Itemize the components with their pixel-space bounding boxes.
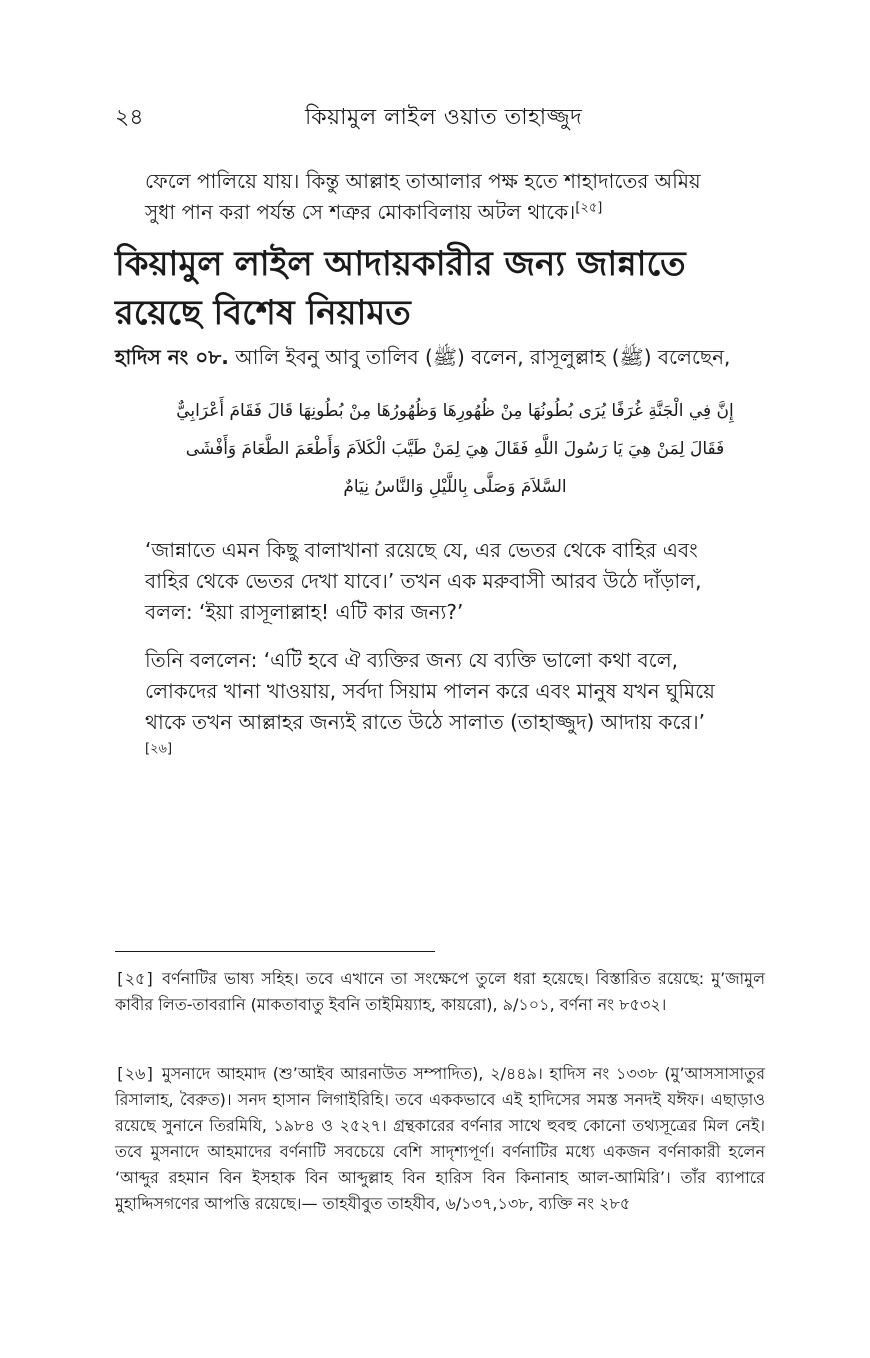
footnote-reference: [২৬] <box>145 741 173 757</box>
section-heading: কিয়ামুল লাইল আদায়কারীর জন্য জান্নাতে রয়েছে বিশেষ নিয়ামত <box>115 244 686 333</box>
book-title: কিয়ামুল লাইল ওয়াত তাহাজ্জুদ <box>305 105 583 130</box>
footnote-reference: [২৫] <box>575 200 603 216</box>
page-number: ২৪ <box>115 105 144 130</box>
paragraph-text: ফেলে পালিয়ে যায়। কিন্তু আল্লাহ তাআলার পক্ষ হতে শাহাদাতের অমিয় সুধা পান করা পর্যন্ত সে শত্রুর মোকাবিলায় অটল থাকে। <box>145 169 701 224</box>
footnote-number: [২৬] <box>115 1064 156 1083</box>
arabic-line: إِنَّ فِي الْجَنَّةِ غُرَفًا يُرَى بُطُونُهَا مِنْ ظُهُورِهَا وَظُهُورُهَا مِنْ بُطُونِهَا قَالَ فَقَامَ أَعْرَابِيٌّ <box>176 401 734 421</box>
footnote-text: মুসনাদে আহমাদ (শু’আইব আরনাউত সম্পাদিত), ২/৪৪৯। হাদিস নং ১৩৩৮ (মু’আসসাসাতুর রিসালাহ, বৈরুত)। সনদ হাসান লিগাইরিহি। তবে এককভাবে এই হাদিসের সমস্ত সনদই যঈফ। এছাড়াও রয়েছে সুনানে তিরমিযি, ১৯৮৪ ও ২৫২৭। গ্রন্থকারের বর্ণনার সাথে হুবহু কোনো তথ্যসূত্রের মিল নেই। তবে মুসনাদে আহমাদের বর্ণনাটি সবচেয়ে বেশি সাদৃশ্যপূর্ণ। বর্ণনাটির মধ্যে একজন বর্ণনাকারী হলেন ‘আব্দুর রহমান বিন ইসহাক বিন আব্দুল্লাহ বিন হারিস বিন কিনানাহ আল-আমিরি’। তাঁর ব্যাপারে মুহাদ্দিসগণের আপত্তি রয়েছে।— তাহযীবুত তাহযীব, ৬/১৩৭,১৩৮, ব্যক্তি নং ২৮৫ <box>115 1064 765 1213</box>
footnote-divider <box>115 951 435 952</box>
footnote <box>115 1061 765 1217</box>
translation-paragraph: ‘জান্নাতে এমন কিছু বালাখানা রয়েছে যে, এর ভেতর থেকে বাহির এবং বাহির থেকে ভেতর দেখা যাবে।’ তখন এক মরুবাসী আরব উঠে দাঁড়াল, বলল: ‘ইয়া রাসূলাল্লাহ! এটি কার জন্য?’ <box>145 538 702 624</box>
arabic-line: فَقَالَ لِمَنْ هِيَ يَا رَسُولَ اللَّهِ فَقَالَ هِيَ لِمَنْ طَيَّبَ الْكَلاَمَ وَأَطْعَمَ الطَّعَامَ وَأَفْشَى <box>185 439 725 459</box>
paragraph-continuation <box>145 166 725 228</box>
hadith-narration: আলি ইবনু আবু তালিব (ﷺ) বলেন, রাসূলুল্লাহ (ﷺ) বলেছেন, <box>235 345 731 369</box>
hadith-intro <box>115 342 775 373</box>
footnote-number: [২৫] <box>115 969 156 988</box>
arabic-hadith-text <box>140 392 770 506</box>
running-header <box>115 100 765 136</box>
paragraph-text: তিনি বললেন: ‘এটি হবে ঐ ব্যক্তির জন্য যে ব্যক্তি ভালো কথা বলে, লোকদের খানা খাওয়ায়, সর্বদা সিয়াম পালন করে এবং মানুষ যখন ঘুমিয়ে থাকে তখন আল্লাহর জন্যই রাতে উঠে সালাত (তাহাজ্জুদ) আদায় করে।’ <box>145 648 715 734</box>
footnote <box>115 966 765 1018</box>
footnote-text: বর্ণনাটির ভাষ্য সহিহ। তবে এখানে তা সংক্ষেপে তুলে ধরা হয়েছে। বিস্তারিত রয়েছে: মু’জামুল কাবীর লিত-তাবরানি (মাকতাবাতু ইবনি তাইমিয়্যাহ, কায়রো), ৯/১০১, বর্ণনা নং ৮৫৩২। <box>115 969 765 1014</box>
arabic-line: السَّلاَمَ وَصَلَّى بِاللَّيْلِ وَالنَّاسُ نِيَامٌ <box>343 477 567 497</box>
answer-paragraph <box>145 645 725 769</box>
hadith-number-label: হাদিস নং ০৮. <box>115 345 229 369</box>
